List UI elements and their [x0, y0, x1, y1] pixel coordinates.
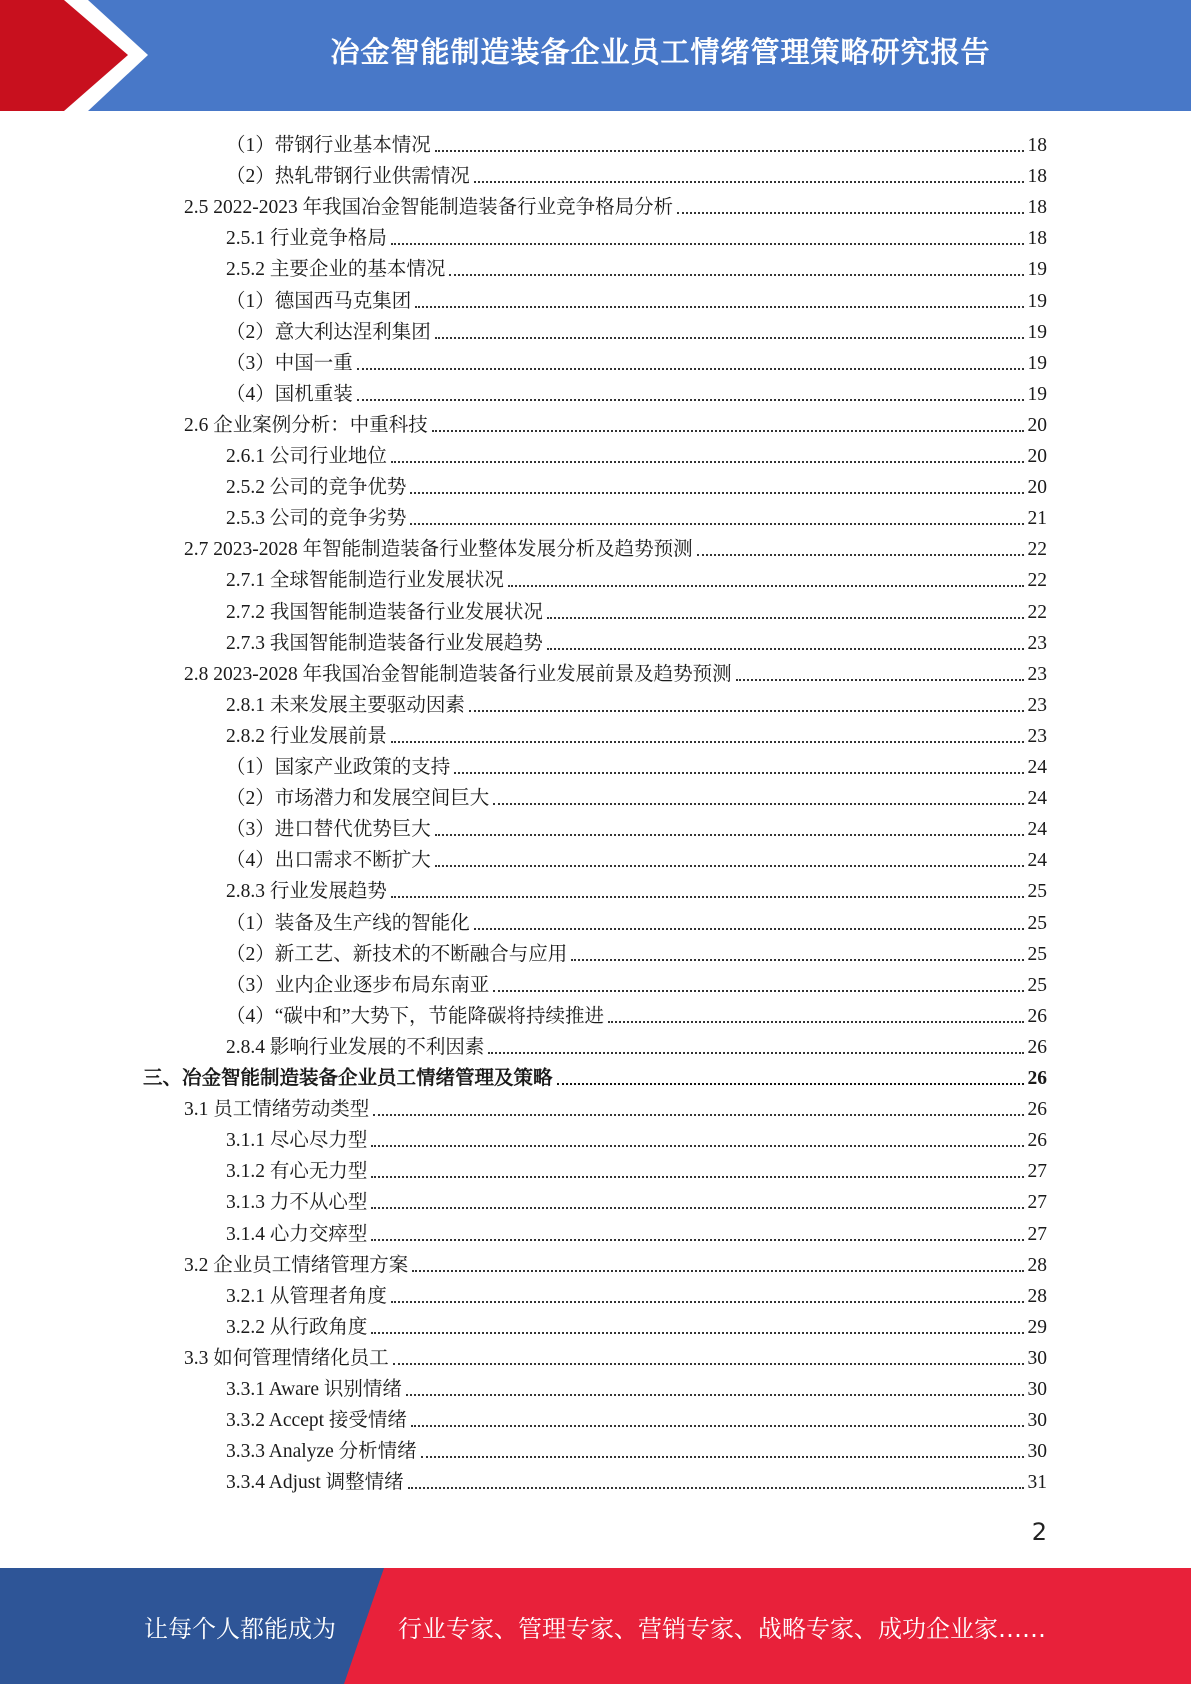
- toc-entry-label: 3.3.4 Adjust 调整情绪: [226, 1472, 404, 1494]
- toc-entry-label: 2.8.4 影响行业发展的不利因素: [226, 1036, 485, 1058]
- toc-entry-page: 23: [1027, 663, 1047, 685]
- toc-entry[interactable]: [184, 189, 1047, 220]
- toc-entry-page: 18: [1027, 166, 1047, 188]
- toc-entry-page: 30: [1027, 1410, 1047, 1432]
- toc-entry-label: 2.8.2 行业发展前景: [226, 725, 387, 747]
- toc-dot-leader: [493, 990, 1023, 992]
- toc-dot-leader: [557, 1083, 1024, 1085]
- toc-entry[interactable]: [226, 1278, 1047, 1309]
- toc-entry[interactable]: [226, 1122, 1047, 1153]
- toc-entry-page: 21: [1027, 508, 1047, 530]
- toc-dot-leader: [449, 274, 1023, 276]
- toc-entry-page: 24: [1027, 850, 1047, 872]
- toc-dot-leader: [571, 959, 1023, 961]
- toc-entry[interactable]: [226, 780, 1047, 811]
- toc-dot-leader: [677, 212, 1023, 214]
- toc-entry[interactable]: [226, 127, 1047, 158]
- toc-dot-leader: [435, 150, 1024, 152]
- toc-entry[interactable]: [226, 158, 1047, 189]
- toc-entry-label: （3）进口替代优势巨大: [226, 819, 431, 841]
- toc-dot-leader: [391, 741, 1024, 743]
- toc-entry[interactable]: [226, 811, 1047, 842]
- toc-entry-label: （1）德国西马克集团: [226, 290, 412, 312]
- toc-entry[interactable]: [226, 1029, 1047, 1060]
- toc-entry[interactable]: [226, 500, 1047, 531]
- toc-dot-leader: [410, 492, 1023, 494]
- toc-entry[interactable]: [226, 873, 1047, 904]
- toc-entry-page: 19: [1027, 352, 1047, 374]
- toc-entry-page: 23: [1027, 725, 1047, 747]
- toc-entry[interactable]: [226, 469, 1047, 500]
- toc-entry-label: 2.8.3 行业发展趋势: [226, 881, 387, 903]
- toc-entry-label: （2）热轧带钢行业供需情况: [226, 166, 470, 188]
- toc-entry-page: 26: [1027, 1130, 1047, 1152]
- toc-entry-label: 3.3 如何管理情绪化员工: [184, 1347, 389, 1369]
- toc-dot-leader: [357, 368, 1024, 370]
- toc-entry[interactable]: [226, 345, 1047, 376]
- toc-entry-label: 2.8.1 未来发展主要驱动因素: [226, 694, 465, 716]
- page-footer: [0, 1568, 1191, 1684]
- toc-dot-leader: [371, 1207, 1023, 1209]
- toc-entry-label: 2.5.2 公司的竞争优势: [226, 477, 407, 499]
- toc-entry-label: 2.7 2023-2028 年智能制造装备行业整体发展分析及趋势预测: [184, 539, 693, 561]
- toc-entry-page: 27: [1027, 1161, 1047, 1183]
- toc-dot-leader: [391, 243, 1024, 245]
- toc-entry-label: 2.5.3 公司的竞争劣势: [226, 508, 407, 530]
- toc-entry-page: 18: [1027, 228, 1047, 250]
- toc-entry[interactable]: [226, 1402, 1047, 1433]
- toc-dot-leader: [410, 523, 1023, 525]
- toc-entry[interactable]: [226, 1184, 1047, 1215]
- toc-entry-label: 2.5.1 行业竞争格局: [226, 228, 387, 250]
- toc-entry[interactable]: [226, 562, 1047, 593]
- toc-entry-label: 3.1.3 力不从心型: [226, 1192, 368, 1214]
- toc-dot-leader: [371, 1176, 1023, 1178]
- toc-entry[interactable]: [226, 1309, 1047, 1340]
- toc-entry-page: 19: [1027, 259, 1047, 281]
- toc-entry[interactable]: [143, 1060, 1047, 1091]
- toc-entry[interactable]: [226, 842, 1047, 873]
- toc-entry-label: 3.2 企业员工情绪管理方案: [184, 1254, 409, 1276]
- toc-entry-page: 30: [1027, 1441, 1047, 1463]
- toc-entry-label: 3.2.1 从管理者角度: [226, 1285, 387, 1307]
- toc-entry-label: 2.7.1 全球智能制造行业发展状况: [226, 570, 504, 592]
- toc-entry[interactable]: [226, 718, 1047, 749]
- toc-entry-page: 20: [1027, 446, 1047, 467]
- toc-entry[interactable]: [184, 1340, 1047, 1371]
- toc-dot-leader: [421, 1456, 1024, 1458]
- toc-entry-label: 3.1 员工情绪劳动类型: [184, 1099, 370, 1121]
- footer-slogan-left: 让每个人都能成为: [144, 1614, 336, 1643]
- toc-entry[interactable]: [226, 594, 1047, 625]
- toc-entry[interactable]: [184, 1247, 1047, 1278]
- toc-entry-page: 24: [1027, 788, 1047, 810]
- toc-entry[interactable]: [184, 407, 1047, 438]
- toc-entry-page: 18: [1027, 135, 1047, 156]
- toc-entry-label: （1）国家产业政策的支持: [226, 757, 451, 778]
- toc-entry-label: 3.3.1 Aware 识别情绪: [226, 1379, 402, 1400]
- toc-entry[interactable]: [226, 1433, 1047, 1464]
- toc-entry[interactable]: [184, 1091, 1047, 1122]
- toc-dot-leader: [408, 1487, 1024, 1489]
- toc-entry-page: 26: [1027, 1099, 1047, 1121]
- toc-entry-page: 27: [1027, 1223, 1047, 1245]
- toc-entry[interactable]: [226, 314, 1047, 345]
- toc-dot-leader: [547, 617, 1024, 619]
- toc-dot-leader: [547, 648, 1024, 650]
- toc-entry-label: （2）新工艺、新技术的不断融合与应用: [226, 943, 568, 965]
- toc-dot-leader: [697, 554, 1024, 556]
- toc-dot-leader: [493, 803, 1023, 805]
- toc-entry[interactable]: [226, 687, 1047, 718]
- toc-entry-page: 22: [1027, 539, 1047, 561]
- toc-entry-label: 3.1.4 心力交瘁型: [226, 1223, 368, 1245]
- toc-entry[interactable]: [226, 376, 1047, 407]
- toc-dot-leader: [435, 865, 1024, 867]
- toc-dot-leader: [391, 461, 1024, 463]
- toc-entry-page: 26: [1027, 1036, 1047, 1058]
- toc-entry-label: 3.3.2 Accept 接受情绪: [226, 1410, 407, 1432]
- toc-entry[interactable]: [226, 1371, 1047, 1402]
- toc-dot-leader: [415, 306, 1023, 308]
- toc-dot-leader: [469, 710, 1024, 712]
- toc-entry-page: 23: [1027, 694, 1047, 716]
- toc-entry-label: （1）装备及生产线的智能化: [226, 912, 470, 934]
- toc-entry-page: 24: [1027, 757, 1047, 778]
- toc-entry[interactable]: [226, 998, 1047, 1029]
- toc-entry-label: （3）业内企业逐步布局东南亚: [226, 974, 490, 996]
- toc-entry-page: 22: [1027, 601, 1047, 623]
- toc-entry-page: 19: [1027, 290, 1047, 312]
- toc-entry-label: 2.7.2 我国智能制造装备行业发展状况: [226, 601, 543, 623]
- toc-entry-page: 29: [1027, 1316, 1047, 1338]
- toc-dot-leader: [608, 1021, 1023, 1023]
- toc-dot-leader: [474, 928, 1024, 930]
- toc-entry[interactable]: [226, 251, 1047, 282]
- toc-dot-leader: [373, 1114, 1023, 1116]
- toc-dot-leader: [432, 430, 1024, 432]
- toc-entry[interactable]: [226, 1464, 1047, 1495]
- toc-entry-label: （4）“碳中和”大势下，节能降碳将持续推进: [226, 1005, 605, 1027]
- toc-entry-page: 22: [1027, 570, 1047, 592]
- toc-entry-page: 19: [1027, 383, 1047, 405]
- toc-dot-leader: [371, 1332, 1023, 1334]
- toc-dot-leader: [391, 1301, 1024, 1303]
- toc-entry[interactable]: [226, 220, 1047, 251]
- toc-entry[interactable]: [226, 438, 1047, 469]
- footer-slogan-right: 行业专家、管理专家、营销专家、战略专家、成功企业家……: [398, 1614, 1046, 1643]
- toc-entry-page: 30: [1027, 1347, 1047, 1369]
- toc-entry[interactable]: [226, 967, 1047, 998]
- toc-dot-leader: [371, 1239, 1023, 1241]
- toc-dot-leader: [393, 1363, 1024, 1365]
- toc-entry-page: 25: [1027, 974, 1047, 996]
- toc-entry[interactable]: [226, 749, 1047, 780]
- toc-entry[interactable]: [226, 1216, 1047, 1247]
- toc-entry[interactable]: [226, 283, 1047, 314]
- toc-dot-leader: [357, 399, 1024, 401]
- toc-entry-page: 27: [1027, 1192, 1047, 1214]
- toc-entry[interactable]: [226, 936, 1047, 967]
- toc-entry-label: 3.1.2 有心无力型: [226, 1161, 368, 1183]
- toc-entry-page: 31: [1027, 1472, 1047, 1494]
- toc-dot-leader: [391, 896, 1024, 898]
- toc-entry-label: 2.6 企业案例分析：中重科技: [184, 414, 428, 436]
- toc-dot-leader: [474, 181, 1024, 183]
- toc-entry-page: 20: [1027, 414, 1047, 436]
- toc-dot-leader: [508, 585, 1024, 587]
- toc-entry-page: 28: [1027, 1285, 1047, 1307]
- toc-entry-label: 2.6.1 公司行业地位: [226, 446, 387, 467]
- toc-entry-label: 3.2.2 从行政角度: [226, 1316, 368, 1338]
- toc-dot-leader: [488, 1052, 1023, 1054]
- toc-entry[interactable]: [226, 1153, 1047, 1184]
- toc-dot-leader: [406, 1394, 1024, 1396]
- toc-entry-page: 24: [1027, 819, 1047, 841]
- toc-entry-page: 25: [1027, 943, 1047, 965]
- toc-dot-leader: [435, 834, 1024, 836]
- toc-entry-label: 3.1.1 尽心尽力型: [226, 1130, 368, 1152]
- toc-entry[interactable]: [184, 656, 1047, 687]
- toc-entry-page: 25: [1027, 912, 1047, 934]
- toc-entry[interactable]: [226, 625, 1047, 656]
- toc-entry[interactable]: [184, 531, 1047, 562]
- toc-entry-label: （4）国机重装: [226, 383, 353, 405]
- toc-entry-label: 2.5.2 主要企业的基本情况: [226, 259, 446, 281]
- toc-entry-page: 30: [1027, 1379, 1047, 1400]
- toc-entry[interactable]: [226, 905, 1047, 936]
- toc-entry-page: 19: [1027, 321, 1047, 343]
- toc-entry-page: 18: [1027, 197, 1047, 219]
- toc-entry-label: 2.7.3 我国智能制造装备行业发展趋势: [226, 632, 543, 654]
- toc-entry-page: 26: [1027, 1005, 1047, 1027]
- toc-entry-page: 20: [1027, 477, 1047, 499]
- toc-entry-label: 3.3.3 Analyze 分析情绪: [226, 1441, 417, 1463]
- toc-dot-leader: [411, 1425, 1024, 1427]
- toc-entry-label: 2.8 2023-2028 年我国冶金智能制造装备行业发展前景及趋势预测: [184, 663, 732, 685]
- toc-entry-label: （2）意大利达涅利集团: [226, 321, 431, 343]
- toc-entry-page: 25: [1027, 881, 1047, 903]
- toc-entry-label: （1）带钢行业基本情况: [226, 135, 431, 156]
- toc-entry-page: 26: [1027, 1068, 1047, 1089]
- page-number: 2: [1031, 1518, 1047, 1546]
- toc-dot-leader: [736, 679, 1024, 681]
- toc-dot-leader: [412, 1270, 1023, 1272]
- page-header: [0, 0, 1191, 111]
- toc-dot-leader: [435, 337, 1024, 339]
- toc-dot-leader: [371, 1145, 1023, 1147]
- toc-entry-label: （2）市场潜力和发展空间巨大: [226, 788, 490, 810]
- toc-entry-label: 2.5 2022-2023 年我国冶金智能制造装备行业竞争格局分析: [184, 197, 674, 219]
- toc-dot-leader: [454, 772, 1023, 774]
- toc-entry-label: 三、冶金智能制造装备企业员工情绪管理及策略: [143, 1068, 553, 1089]
- report-title: 冶金智能制造装备企业员工情绪管理策略研究报告: [330, 34, 991, 69]
- toc-entry-page: 23: [1027, 632, 1047, 654]
- toc-entry-label: （3）中国一重: [226, 352, 353, 374]
- toc-entry-page: 28: [1027, 1254, 1047, 1276]
- toc-entry-label: （4）出口需求不断扩大: [226, 850, 431, 872]
